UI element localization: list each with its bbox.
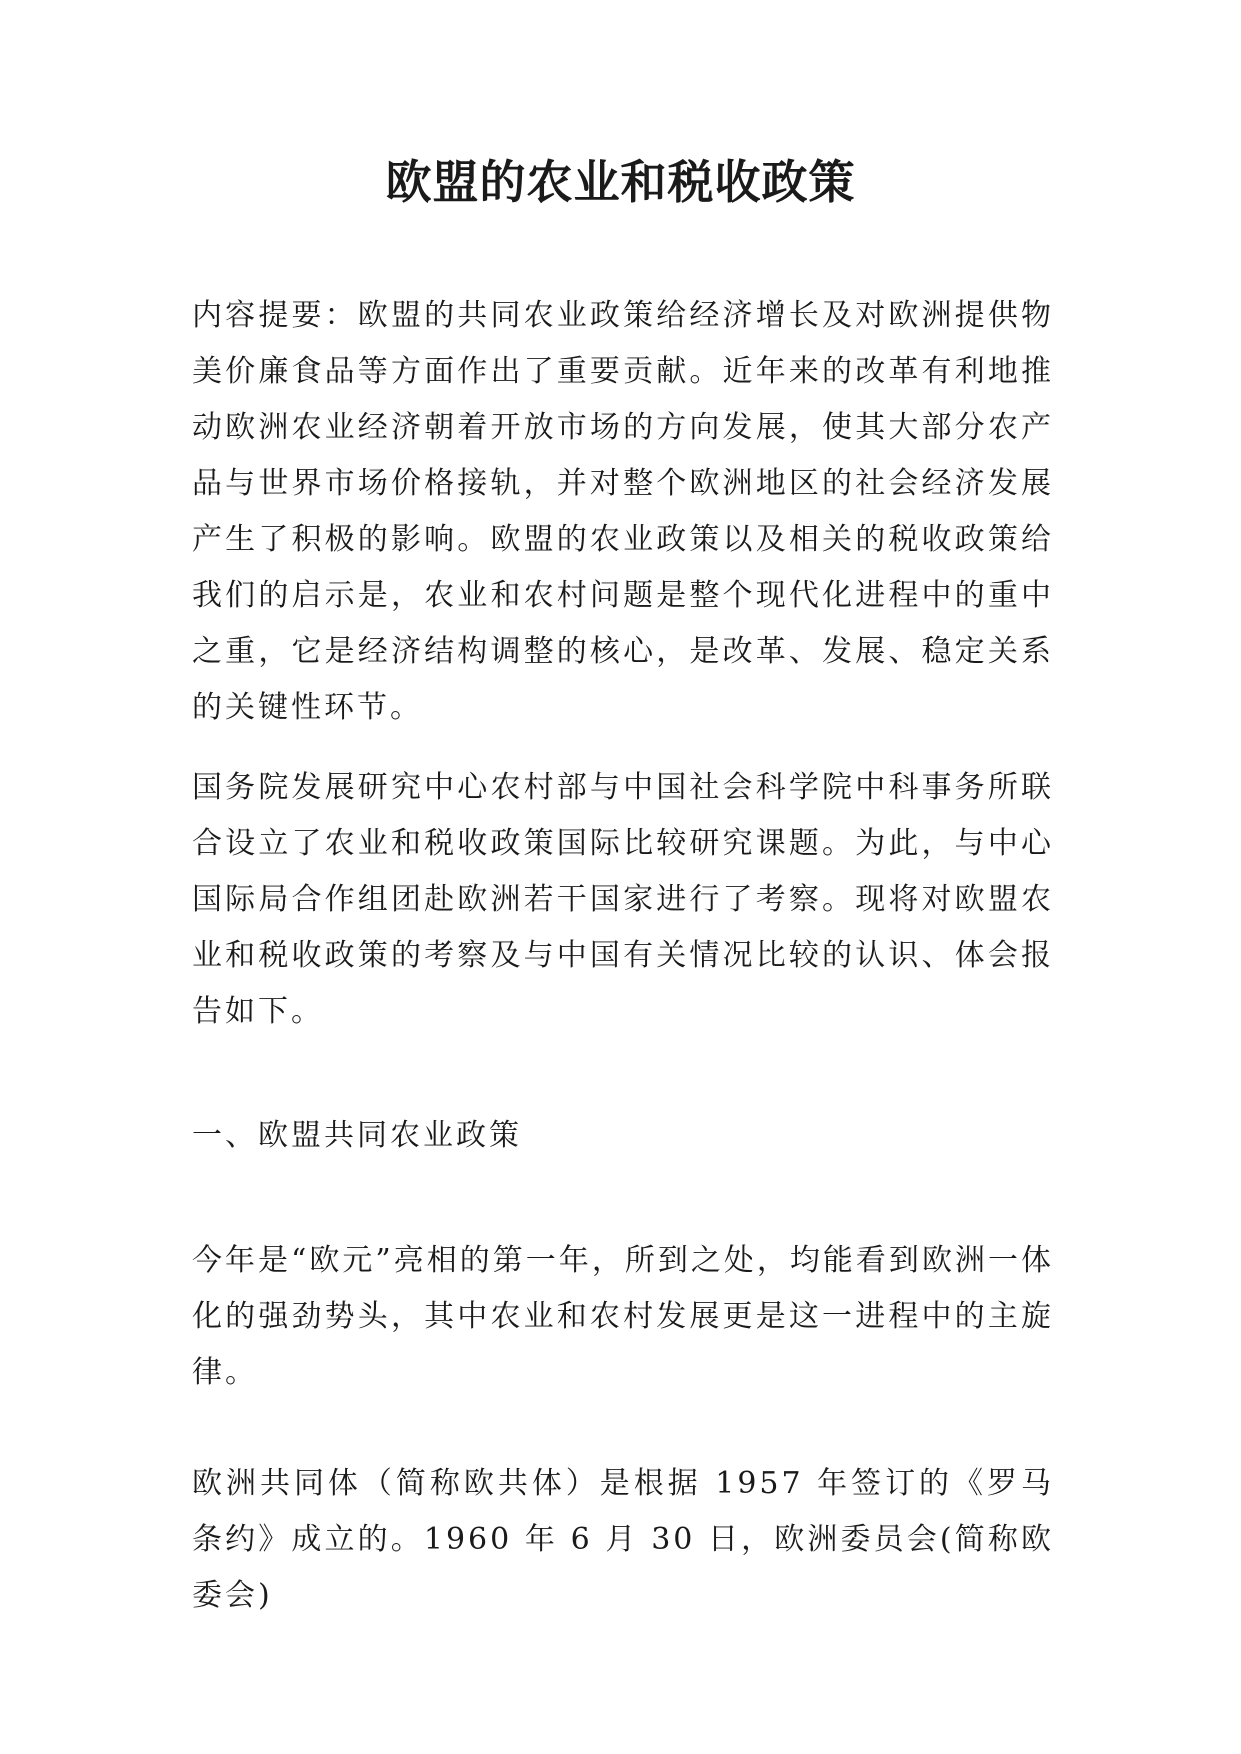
document-title: 欧盟的农业和税收政策 (385, 155, 856, 209)
body-paragraph: 欧洲共同体（简称欧共体）是根据 1957 年签订的《罗马条约》成立的。1960 年 6 月 30 日，欧洲委员会(简称欧委会) (192, 1466, 1054, 1613)
body-paragraph: 今年是“欧元”亮相的第一年，所到之处，均能看到欧洲一体化的强劲势头，其中农业和农村发展更是这一进程中的主旋律。 (192, 1243, 1054, 1390)
intro-paragraph: 国务院发展研究中心农村部与中国社会科学院中科事务所联合设立了农业和税收政策国际比较研究课题。为此，与中心国际局合作组团赴欧洲若干国家进行了考察。现将对欧盟农业和税收政策的考察及与中国有关情况比较的认识、体会报告如下。 (192, 770, 1054, 1029)
abstract-paragraph: 内容提要：欧盟的共同农业政策给经济增长及对欧洲提供物美价廉食品等方面作出了重要贡献。近年来的改革有利地推动欧洲农业经济朝着开放市场的方向发展，使其大部分农产品与世界市场价格接轨，并对整个欧洲地区的社会经济发展产生了积极的影响。欧盟的农业政策以及相关的税收政策给我们的启示是，农业和农村问题是整个现代化进程中的重中之重，它是经济结构调整的核心，是改革、发展、稳定关系的关键性环节。 (192, 298, 1054, 725)
section-heading: 一、欧盟共同农业政策 (192, 1118, 522, 1153)
